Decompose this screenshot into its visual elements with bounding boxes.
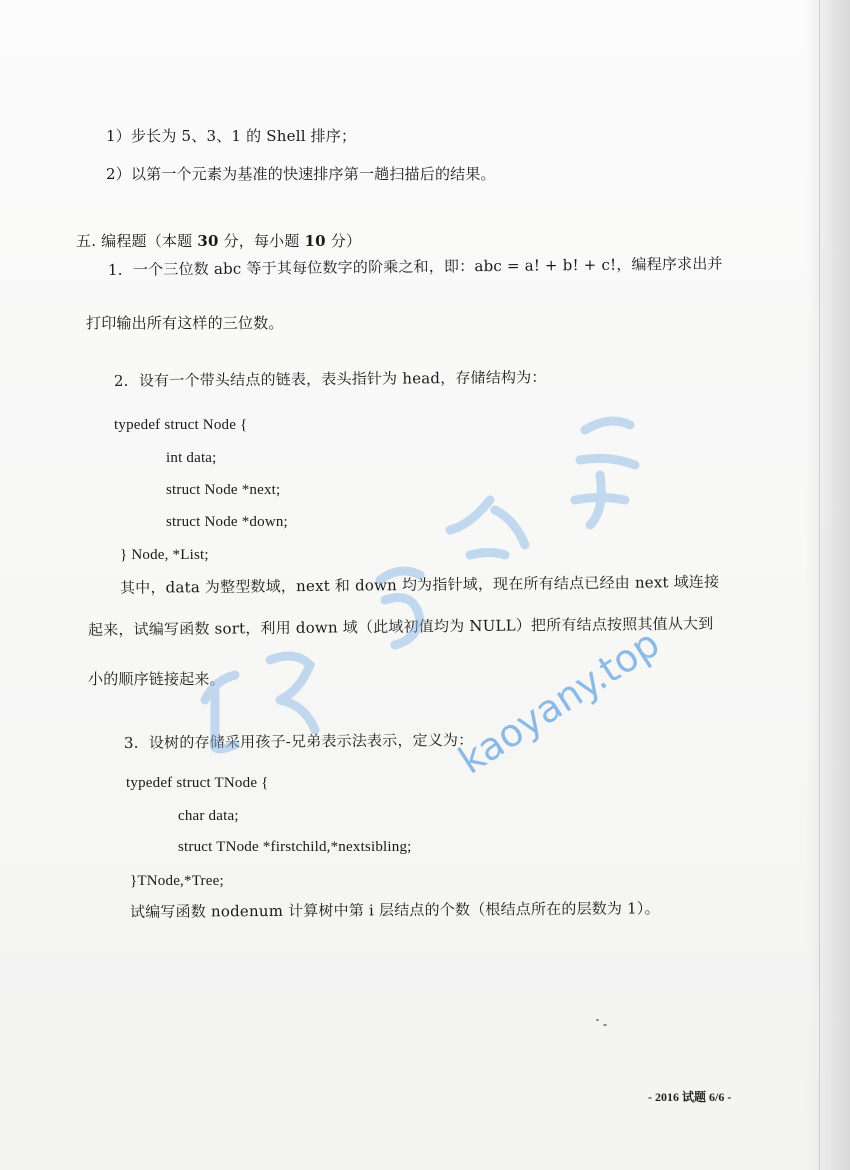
section-heading (76, 231, 361, 251)
code-line: char data; (178, 808, 239, 824)
question-1-line-2: 打印输出所有这样的三位数。 (86, 314, 284, 332)
section-number: 五. (76, 232, 97, 250)
question-2-text-1: 其中，data 为整型数域，next 和 down 均为指针域，现在所有结点已经由 next 域连接 (119, 572, 720, 597)
item-shell-sort: 1）步长为 5、3、1 的 Shell 排序； (106, 127, 357, 145)
page-edge-line (819, 0, 820, 1170)
section-title-mid: 分，每小题 (223, 232, 300, 250)
section-title: 编程题（本题 (101, 232, 193, 250)
code-line: }TNode,*Tree; (130, 873, 224, 889)
watermark-url: kaoyany.top (450, 620, 668, 783)
section-total-points: 30 (197, 232, 219, 250)
question-1-line-1: 1．一个三位数 abc 等于其每位数字的阶乘之和，即：abc = a! + b! + c!，编程序求出并 (107, 254, 723, 279)
page-edge-shadow (806, 0, 850, 1170)
scan-speck (603, 1024, 607, 1026)
section-title-end: 分） (330, 232, 362, 250)
scan-speck (596, 1019, 599, 1021)
code-line: struct Node *next; (166, 482, 281, 498)
section-each-points: 10 (304, 232, 326, 250)
code-line: struct TNode *firstchild,*nextsibling; (178, 839, 412, 855)
question-3-text: 试编写函数 nodenum 计算树中第 i 层结点的个数（根结点所在的层数为 1）。 (129, 899, 660, 921)
page-footer: - 2016 试题 6/6 - (648, 1090, 732, 1104)
item-quick-sort: 2）以第一个元素为基准的快速排序第一趟扫描后的结果。 (106, 165, 496, 183)
code-line: struct Node *down; (166, 514, 288, 530)
question-2-text-3: 小的顺序链接起来。 (88, 670, 225, 688)
code-line: typedef struct Node { (114, 417, 248, 433)
question-2-heading: 2．设有一个带头结点的链表，表头指针为 head，存储结构为： (113, 368, 547, 390)
code-line: int data; (166, 450, 217, 466)
question-3-heading: 3．设树的存储采用孩子-兄弟表示法表示，定义为： (123, 730, 474, 752)
code-line: } Node, *List; (120, 547, 209, 563)
code-line: typedef struct TNode { (126, 775, 269, 791)
question-2-text-2: 起来，试编写函数 sort，利用 down 域（此域初值均为 NULL）把所有结点按照其值从大到 (87, 614, 714, 639)
